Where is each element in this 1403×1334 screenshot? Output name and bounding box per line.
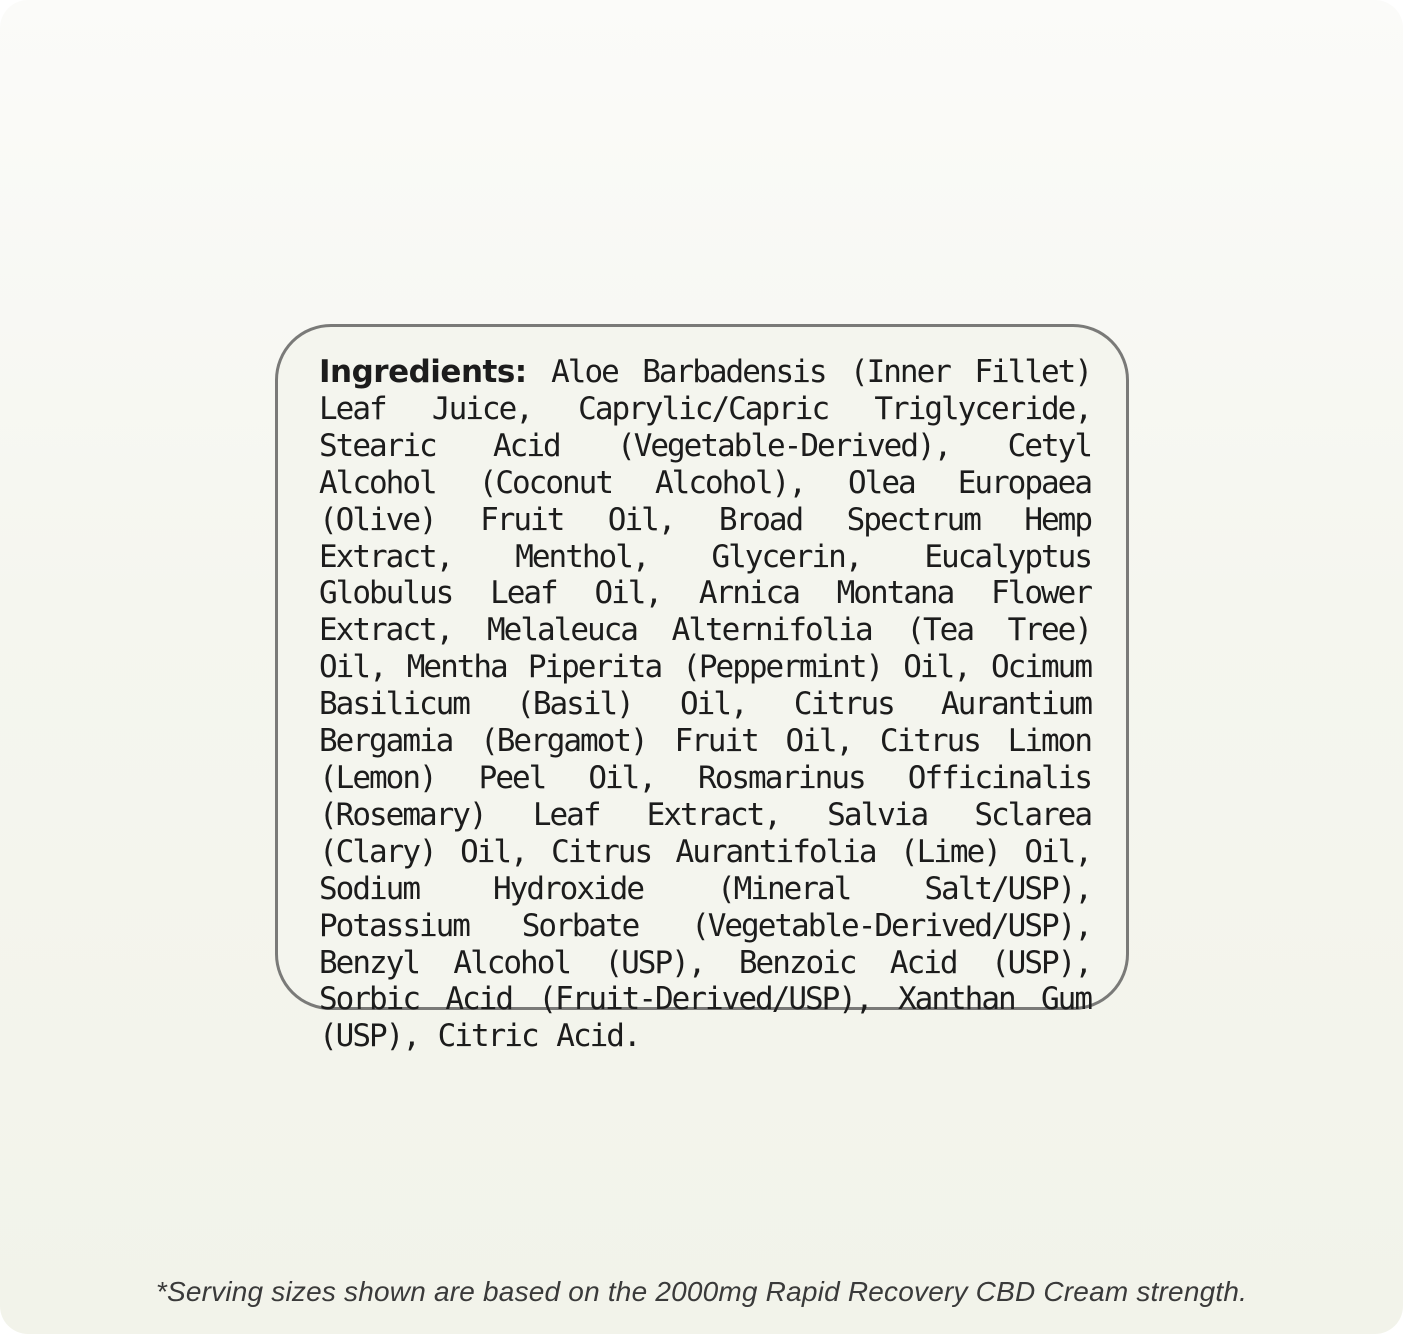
ingredients-paragraph xyxy=(319,354,1091,1055)
ingredients-heading: Ingredients: xyxy=(319,354,527,390)
serving-size-footnote: *Serving sizes shown are based on the 2000mg Rapid Recovery CBD Cream strength. xyxy=(155,1276,1248,1307)
ingredients-list: Aloe Barbadensis (Inner Fillet) Leaf Juice, Caprylic/Capric Triglyceride, Stearic Acid (Vegetable-Derived), Cetyl Alcohol (Coconut Alcohol), Olea Europaea (Olive) Fruit Oil, Broad Spectrum Hemp Extract, Menthol, Glycerin, Eucalyptus Globulus Leaf Oil, Arnica Montana Flower Extract, Melaleuca Alternifolia (Tea Tree) Oil, Mentha Piperita (Peppermint) Oil, Ocimum Basilicum (Basil) Oil, Citrus Aurantium Bergamia (Bergamot) Fruit Oil, Citrus Limon (Lemon) Peel Oil, Rosmarinus Officinalis (Rosemary) Leaf Extract, Salvia Sclarea (Clary) Oil, Citrus Aurantifolia (Lime) Oil, Sodium Hydroxide (Mineral Salt/USP), Potassium Sorbate (Vegetable-Derived/USP), Benzyl Alcohol (USP), Benzoic Acid (USP), Sorbic Acid (Fruit-Derived/USP), Xanthan Gum (USP), Citric Acid. xyxy=(319,354,1091,1055)
